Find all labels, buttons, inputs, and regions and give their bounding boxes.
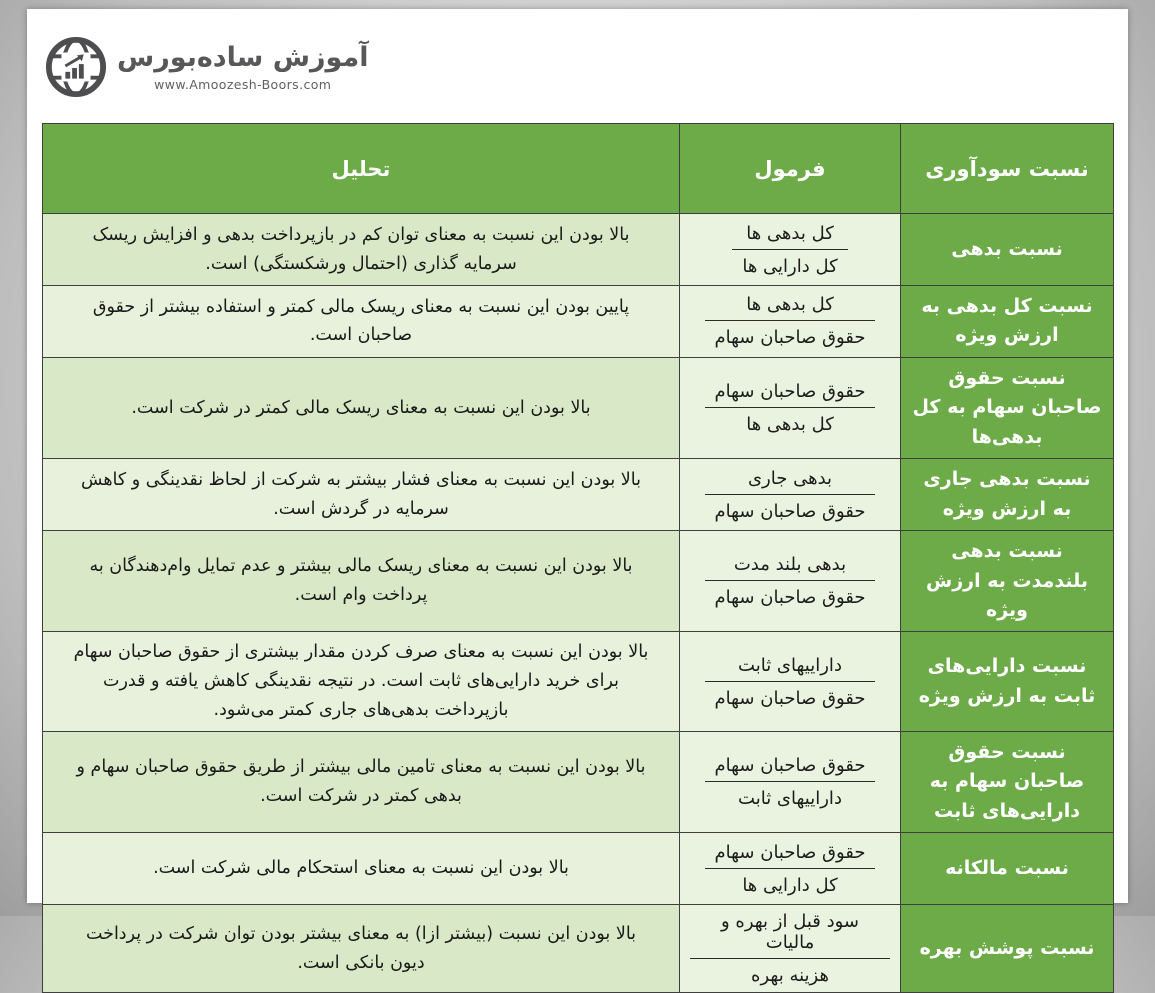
analysis-cell: بالا بودن این نسبت به معنای توان کم در بازپرداخت بدهی و افزایش ریسک سرمایه گذاری (احتمال ورشکستگی) است. (43, 214, 680, 286)
formula-cell (680, 459, 901, 531)
logo-text (117, 42, 368, 91)
ratio-name-cell: نسبت پوشش بهره (901, 905, 1114, 993)
header-ratio-name: نسبت سودآوری (901, 124, 1114, 214)
fraction-denominator: کل بدهی ها (746, 414, 834, 436)
table-row (43, 833, 1114, 905)
formula-fraction (705, 842, 876, 896)
fraction-denominator: حقوق صاحبان سهام (714, 587, 866, 609)
fraction-numerator: بدهی جاری (705, 468, 876, 495)
brand-name: آموزش ساده‌بورس (117, 42, 369, 74)
analysis-cell: بالا بودن این نسبت به معنای فشار بیشتر به شرکت از لحاظ نقدینگی و کاهش سرمایه در گردش است. (43, 459, 680, 531)
table-row (43, 214, 1114, 286)
formula-cell (680, 286, 901, 358)
formula-fraction (705, 468, 876, 522)
formula-fraction (705, 294, 876, 348)
analysis-cell: بالا بودن این نسبت (بیشتر ازا) به معنای بیشتر بودن توان شرکت در پرداخت دیون بانکی است. (43, 905, 680, 993)
analysis-cell: پایین بودن این نسبت به معنای ریسک مالی کمتر و استفاده بیشتر از حقوق صاحبان است. (43, 286, 680, 358)
fraction-numerator: کل بدهی ها (705, 294, 876, 321)
formula-cell (680, 833, 901, 905)
formula-fraction (705, 381, 876, 435)
fraction-denominator: داراییهای ثابت (738, 788, 842, 810)
fraction-numerator: حقوق صاحبان سهام (705, 381, 876, 408)
formula-cell (680, 732, 901, 833)
table-row (43, 357, 1114, 458)
content-card (27, 9, 1128, 987)
table-body (43, 214, 1114, 993)
header-analysis: تحلیل (43, 124, 680, 214)
ratio-name-cell: نسبت بدهی جاری به ارزش ویژه (901, 459, 1114, 531)
formula-fraction (732, 223, 847, 277)
header-formula: فرمول (680, 124, 901, 214)
table-row (43, 286, 1114, 358)
analysis-cell: بالا بودن این نسبت به معنای تامین مالی بیشتر از طریق حقوق صاحبان سهام و بدهی کمتر در شرکت است. (43, 732, 680, 833)
analysis-cell: بالا بودن این نسبت به معنای صرف کردن مقدار بیشتری از حقوق صاحبان سهام برای خرید دارایی‌های ثابت است. در نتیجه نقدینگی کاهش یافته و قدرت بازپرداخت بدهی‌های جاری کمتر می‌شود. (43, 632, 680, 732)
globe-chart-icon (45, 36, 107, 98)
fraction-numerator: داراییهای ثابت (705, 655, 876, 682)
fraction-denominator: هزینه بهره (751, 965, 829, 987)
ratio-name-cell: نسبت بدهی بلندمدت به ارزش ویژه (901, 531, 1114, 632)
analysis-cell: بالا بودن این نسبت به معنای استحکام مالی شرکت است. (43, 833, 680, 905)
formula-cell (680, 905, 901, 993)
formula-fraction (705, 755, 876, 809)
fraction-numerator: بدهی بلند مدت (705, 554, 876, 581)
fraction-numerator: سود قبل از بهره و مالیات (690, 911, 890, 959)
table-row (43, 732, 1114, 833)
fraction-denominator: حقوق صاحبان سهام (714, 500, 866, 522)
fraction-numerator: حقوق صاحبان سهام (705, 755, 876, 782)
table-row (43, 459, 1114, 531)
fraction-denominator: حقوق صاحبان سهام (714, 327, 866, 349)
table-row (43, 905, 1114, 993)
analysis-cell: بالا بودن این نسبت به معنای ریسک مالی کمتر در شرکت است. (43, 357, 680, 458)
ratio-name-cell: نسبت حقوق صاحبان سهام به دارایی‌های ثابت (901, 732, 1114, 833)
table-header-row (43, 124, 1114, 214)
formula-fraction (705, 554, 876, 608)
analysis-cell: بالا بودن این نسبت به معنای ریسک مالی بیشتر و عدم تمایل وام‌دهندگان به پرداخت وام است. (43, 531, 680, 632)
financial-ratios-table (42, 123, 1114, 993)
formula-cell (680, 531, 901, 632)
table-row (43, 531, 1114, 632)
table-row (43, 632, 1114, 732)
fraction-numerator: حقوق صاحبان سهام (705, 842, 876, 869)
formula-cell (680, 214, 901, 286)
formula-cell (680, 632, 901, 732)
logo (45, 36, 368, 98)
brand-website: www.Amoozesh-Boors.com (154, 76, 332, 92)
formula-fraction (705, 655, 876, 709)
ratio-name-cell: نسبت دارایی‌های ثابت به ارزش ویژه (901, 632, 1114, 732)
ratio-name-cell: نسبت کل بدهی به ارزش ویژه (901, 286, 1114, 358)
fraction-denominator: حقوق صاحبان سهام (714, 687, 866, 709)
formula-cell (680, 357, 901, 458)
ratio-name-cell: نسبت بدهی (901, 214, 1114, 286)
ratio-name-cell: نسبت حقوق صاحبان سهام به کل بدهی‌ها (901, 357, 1114, 458)
formula-fraction (690, 911, 890, 986)
fraction-numerator: کل بدهی ها (732, 223, 847, 250)
ratio-name-cell: نسبت مالکانه (901, 833, 1114, 905)
fraction-denominator: کل دارایی ها (742, 874, 838, 896)
fraction-denominator: کل دارایی ها (742, 255, 838, 277)
